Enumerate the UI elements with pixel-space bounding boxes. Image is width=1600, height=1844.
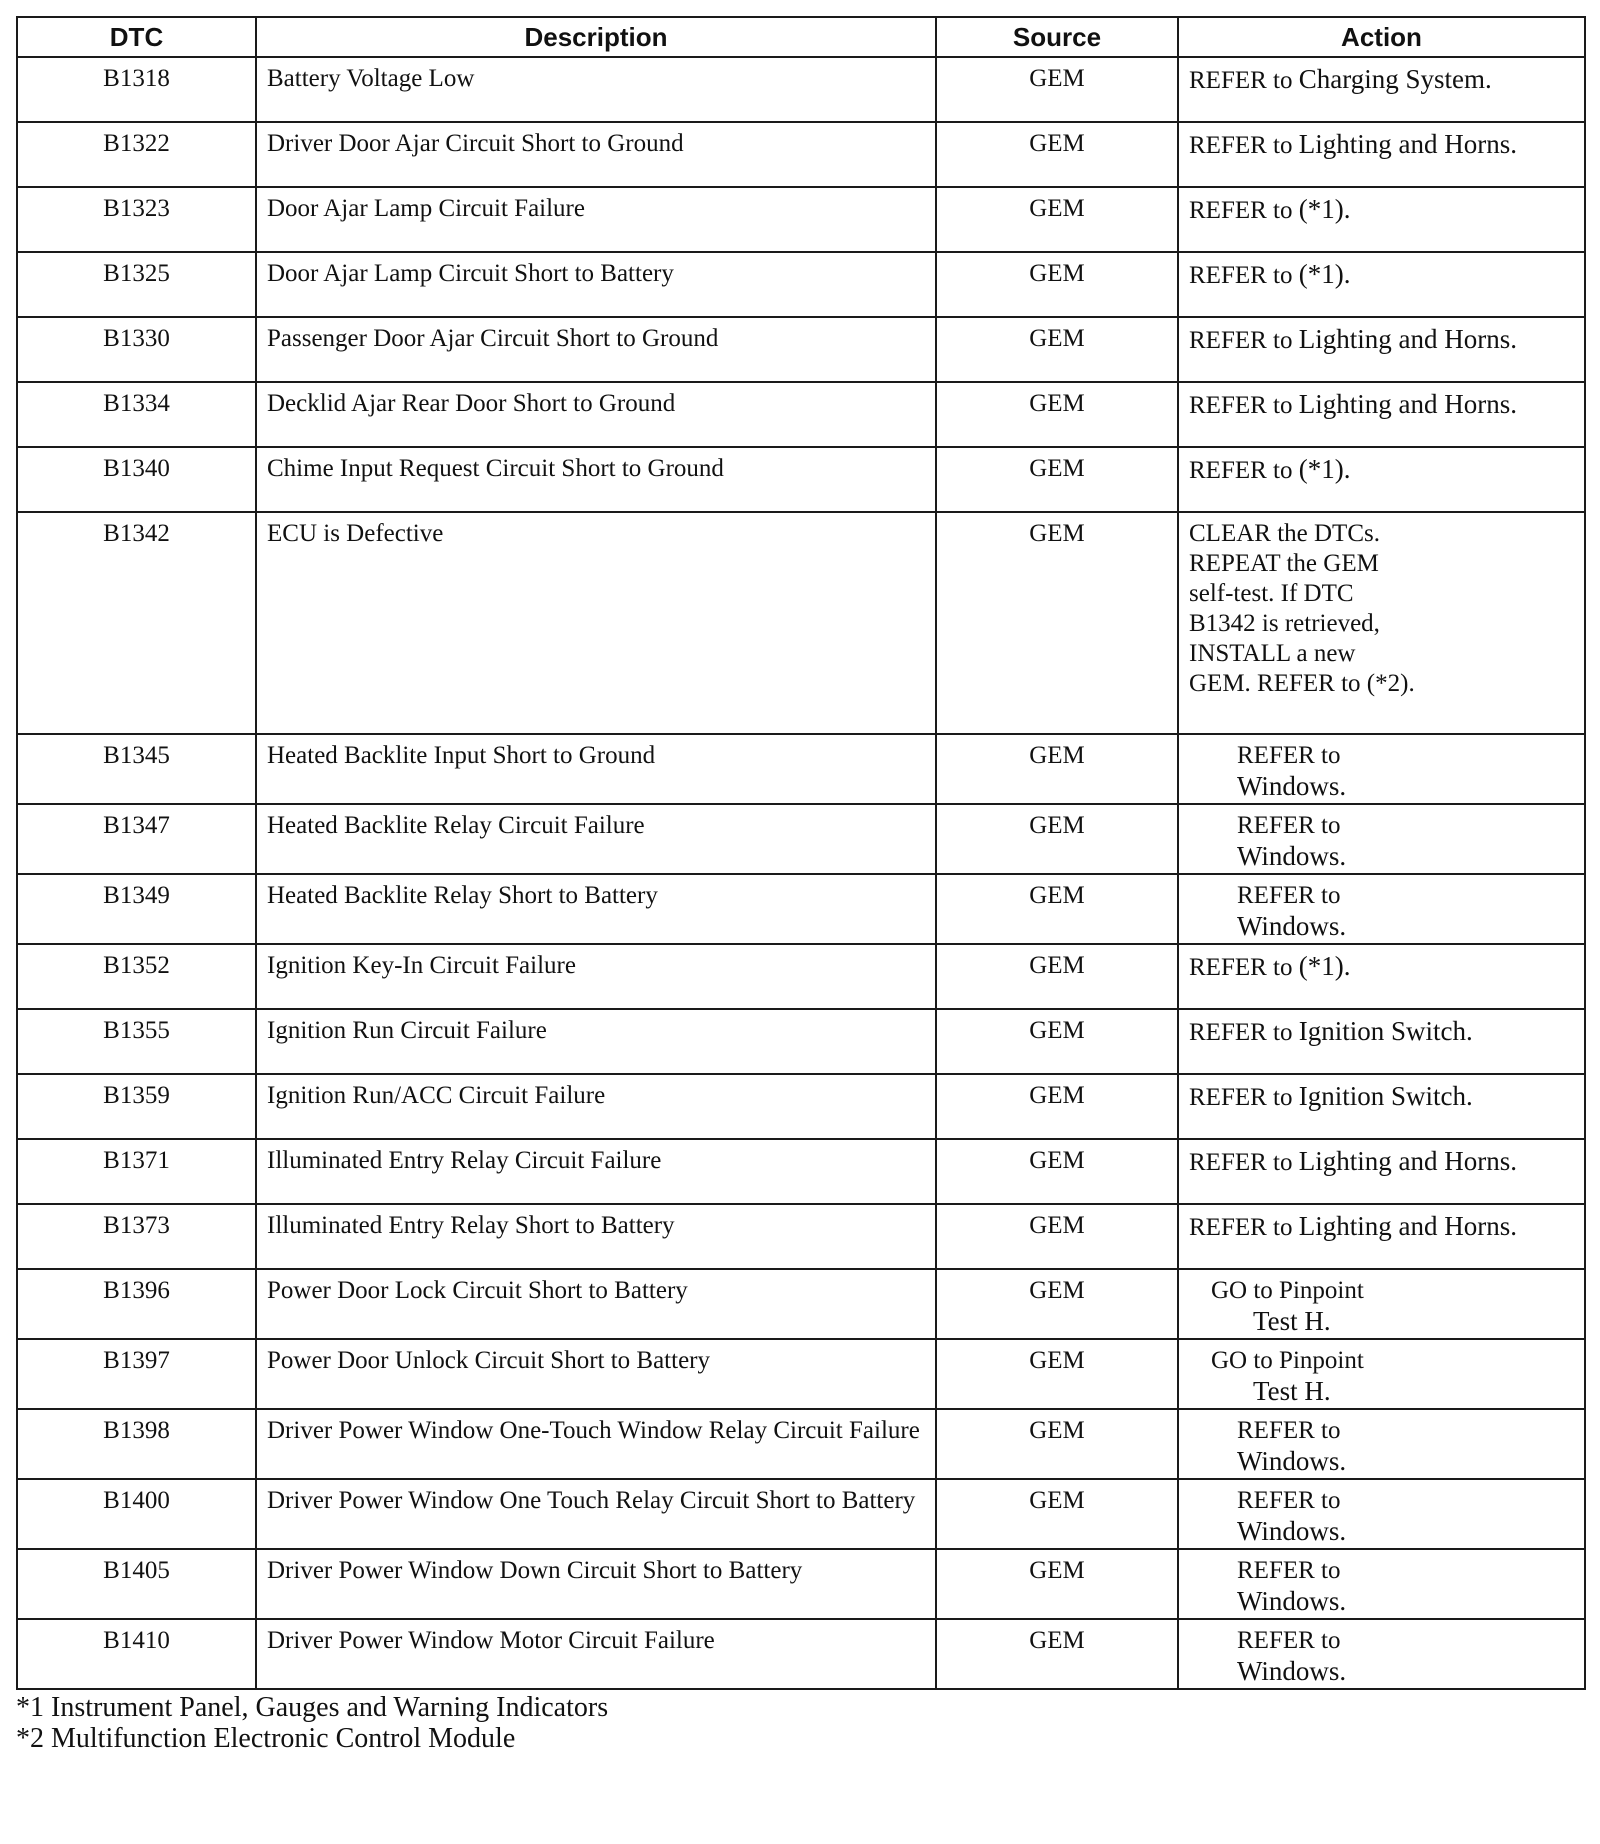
- footnotes: [16, 1692, 1584, 1754]
- dtc-description: Heated Backlite Relay Short to Battery: [256, 874, 936, 944]
- header-source: Source: [936, 17, 1178, 57]
- dtc-source: GEM: [936, 512, 1178, 734]
- dtc-description: Door Ajar Lamp Circuit Short to Battery: [256, 252, 936, 317]
- dtc-code: B1325: [17, 252, 256, 317]
- dtc-source: GEM: [936, 874, 1178, 944]
- dtc-action: [1178, 57, 1585, 122]
- dtc-code: B1400: [17, 1479, 256, 1549]
- dtc-code: B1397: [17, 1339, 256, 1409]
- table-header-row: [17, 17, 1585, 57]
- dtc-description: Passenger Door Ajar Circuit Short to Ground: [256, 317, 936, 382]
- dtc-source: GEM: [936, 1204, 1178, 1269]
- dtc-action: [1178, 317, 1585, 382]
- dtc-description: Driver Power Window Down Circuit Short to Battery: [256, 1549, 936, 1619]
- action-reference: (*1).: [1298, 259, 1351, 289]
- dtc-code: B1355: [17, 1009, 256, 1074]
- action-reference: Lighting and Horns.: [1298, 324, 1517, 354]
- footnote-2: *2 Multifunction Electronic Control Module: [16, 1723, 516, 1754]
- dtc-code: B1323: [17, 187, 256, 252]
- dtc-action: [1178, 804, 1585, 874]
- action-prefix: REFER to: [1189, 457, 1293, 484]
- dtc-code: B1349: [17, 874, 256, 944]
- dtc-action: [1178, 382, 1585, 447]
- dtc-description: Illuminated Entry Relay Circuit Failure: [256, 1139, 936, 1204]
- table-row: [17, 1339, 1585, 1409]
- dtc-description: Heated Backlite Relay Circuit Failure: [256, 804, 936, 874]
- dtc-source: GEM: [936, 252, 1178, 317]
- dtc-code: B1398: [17, 1409, 256, 1479]
- header-action: Action: [1178, 17, 1585, 57]
- dtc-source: GEM: [936, 187, 1178, 252]
- dtc-description: Power Door Unlock Circuit Short to Battery: [256, 1339, 936, 1409]
- action-reference: (*1).: [1298, 454, 1351, 484]
- dtc-code: B1322: [17, 122, 256, 187]
- table-row: [17, 1619, 1585, 1689]
- action-reference: Windows.: [1237, 771, 1347, 801]
- table-row: [17, 1139, 1585, 1204]
- dtc-source: GEM: [936, 57, 1178, 122]
- dtc-code: B1340: [17, 447, 256, 512]
- action-reference: Windows.: [1237, 841, 1347, 871]
- action-prefix: REFER to: [1189, 1084, 1293, 1111]
- action-reference: (*1).: [1298, 194, 1351, 224]
- action-prefix: REFER to: [1237, 1627, 1341, 1654]
- dtc-code: B1334: [17, 382, 256, 447]
- dtc-description: ECU is Defective: [256, 512, 936, 734]
- dtc-action: [1178, 1139, 1585, 1204]
- document-page: [16, 16, 1584, 1754]
- action-prefix: REFER to: [1189, 1149, 1293, 1176]
- table-row: [17, 804, 1585, 874]
- dtc-source: GEM: [936, 1139, 1178, 1204]
- dtc-code: B1371: [17, 1139, 256, 1204]
- dtc-source: GEM: [936, 122, 1178, 187]
- dtc-code: B1330: [17, 317, 256, 382]
- action-prefix: REFER to: [1189, 197, 1293, 224]
- dtc-action: [1178, 874, 1585, 944]
- table-row: [17, 317, 1585, 382]
- action-reference: Test H.: [1253, 1376, 1331, 1406]
- action-prefix: REFER to: [1189, 954, 1293, 981]
- table-row: [17, 1479, 1585, 1549]
- action-prefix: REFER to: [1237, 1417, 1341, 1444]
- dtc-description: Driver Power Window Motor Circuit Failure: [256, 1619, 936, 1689]
- dtc-source: GEM: [936, 1269, 1178, 1339]
- dtc-action: [1178, 1549, 1585, 1619]
- dtc-action: [1178, 252, 1585, 317]
- dtc-source: GEM: [936, 944, 1178, 1009]
- table-row: [17, 1549, 1585, 1619]
- dtc-description: Battery Voltage Low: [256, 57, 936, 122]
- dtc-source: GEM: [936, 1009, 1178, 1074]
- dtc-code: B1359: [17, 1074, 256, 1139]
- table-row: [17, 57, 1585, 122]
- action-reference: Windows.: [1237, 1656, 1347, 1686]
- dtc-action: [1178, 122, 1585, 187]
- action-prefix: REFER to: [1189, 262, 1293, 289]
- dtc-description: Ignition Run Circuit Failure: [256, 1009, 936, 1074]
- table-row: [17, 187, 1585, 252]
- dtc-source: GEM: [936, 1479, 1178, 1549]
- action-reference: Test H.: [1253, 1306, 1331, 1336]
- dtc-source: GEM: [936, 447, 1178, 512]
- dtc-source: GEM: [936, 382, 1178, 447]
- dtc-code: B1410: [17, 1619, 256, 1689]
- action-reference: Ignition Switch.: [1298, 1016, 1473, 1046]
- table-row: [17, 1204, 1585, 1269]
- table-row: [17, 382, 1585, 447]
- dtc-source: GEM: [936, 734, 1178, 804]
- dtc-code: B1342: [17, 512, 256, 734]
- action-reference: Charging System.: [1298, 64, 1492, 94]
- dtc-action: [1178, 1339, 1585, 1409]
- table-row: [17, 944, 1585, 1009]
- action-prefix: REFER to: [1189, 392, 1293, 419]
- dtc-source: GEM: [936, 1549, 1178, 1619]
- action-reference: Lighting and Horns.: [1298, 389, 1517, 419]
- dtc-action: [1178, 1204, 1585, 1269]
- action-prefix: REFER to: [1189, 1214, 1293, 1241]
- action-reference: Ignition Switch.: [1298, 1081, 1473, 1111]
- action-prefix: REFER to: [1189, 67, 1293, 94]
- dtc-action: [1178, 187, 1585, 252]
- dtc-source: GEM: [936, 1074, 1178, 1139]
- dtc-source: GEM: [936, 1619, 1178, 1689]
- action-reference: Windows.: [1237, 1516, 1347, 1546]
- action-prefix: REFER to: [1237, 812, 1341, 839]
- dtc-action: [1178, 944, 1585, 1009]
- table-row: [17, 734, 1585, 804]
- dtc-action: [1178, 1074, 1585, 1139]
- table-row: [17, 1269, 1585, 1339]
- table-row: [17, 874, 1585, 944]
- dtc-source: GEM: [936, 1339, 1178, 1409]
- dtc-description: Ignition Key-In Circuit Failure: [256, 944, 936, 1009]
- action-prefix: REFER to: [1189, 1019, 1293, 1046]
- dtc-code: B1318: [17, 57, 256, 122]
- dtc-code: B1345: [17, 734, 256, 804]
- dtc-action: [1178, 1009, 1585, 1074]
- table-row: [17, 1074, 1585, 1139]
- dtc-description: Door Ajar Lamp Circuit Failure: [256, 187, 936, 252]
- dtc-action: [1178, 1619, 1585, 1689]
- dtc-description: Driver Power Window One-Touch Window Relay Circuit Failure: [256, 1409, 936, 1479]
- action-prefix: REFER to: [1237, 882, 1341, 909]
- dtc-action: [1178, 1409, 1585, 1479]
- action-reference: (*1).: [1298, 951, 1351, 981]
- action-prefix: REFER to: [1237, 1487, 1341, 1514]
- action-reference: Windows.: [1237, 1586, 1347, 1616]
- action-reference: Lighting and Horns.: [1298, 1211, 1517, 1241]
- dtc-description: Ignition Run/ACC Circuit Failure: [256, 1074, 936, 1139]
- dtc-action: [1178, 447, 1585, 512]
- dtc-source: GEM: [936, 317, 1178, 382]
- dtc-description: Driver Power Window One Touch Relay Circuit Short to Battery: [256, 1479, 936, 1549]
- dtc-action: [1178, 512, 1585, 734]
- dtc-code: B1347: [17, 804, 256, 874]
- dtc-description: Chime Input Request Circuit Short to Ground: [256, 447, 936, 512]
- table-body: [17, 57, 1585, 1689]
- dtc-action: [1178, 1269, 1585, 1339]
- action-reference: Windows.: [1237, 911, 1347, 941]
- action-prefix: GO to Pinpoint: [1211, 1277, 1364, 1304]
- dtc-description: Heated Backlite Input Short to Ground: [256, 734, 936, 804]
- dtc-description: Driver Door Ajar Circuit Short to Ground: [256, 122, 936, 187]
- header-description: Description: [256, 17, 936, 57]
- dtc-code: B1396: [17, 1269, 256, 1339]
- action-reference: Windows.: [1237, 1446, 1347, 1476]
- footnote-1: *1 Instrument Panel, Gauges and Warning Indicators: [16, 1692, 609, 1723]
- dtc-table: [16, 16, 1586, 1690]
- action-text: CLEAR the DTCs. REPEAT the GEM self-test. If DTC B1342 is retrieved, INSTALL a new GEM. REFER to (*2).: [1189, 520, 1415, 697]
- action-prefix: REFER to: [1189, 132, 1293, 159]
- header-dtc: DTC: [17, 17, 256, 57]
- table-row: [17, 447, 1585, 512]
- dtc-description: Illuminated Entry Relay Short to Battery: [256, 1204, 936, 1269]
- action-prefix: REFER to: [1189, 327, 1293, 354]
- dtc-action: [1178, 1479, 1585, 1549]
- dtc-code: B1352: [17, 944, 256, 1009]
- table-row: [17, 1009, 1585, 1074]
- action-prefix: GO to Pinpoint: [1211, 1347, 1364, 1374]
- dtc-description: Decklid Ajar Rear Door Short to Ground: [256, 382, 936, 447]
- table-row: [17, 252, 1585, 317]
- dtc-source: GEM: [936, 804, 1178, 874]
- dtc-code: B1405: [17, 1549, 256, 1619]
- table-row: [17, 512, 1585, 734]
- table-row: [17, 122, 1585, 187]
- action-reference: Lighting and Horns.: [1298, 1146, 1517, 1176]
- dtc-code: B1373: [17, 1204, 256, 1269]
- dtc-source: GEM: [936, 1409, 1178, 1479]
- action-prefix: REFER to: [1237, 1557, 1341, 1584]
- action-reference: Lighting and Horns.: [1298, 129, 1517, 159]
- dtc-description: Power Door Lock Circuit Short to Battery: [256, 1269, 936, 1339]
- dtc-action: [1178, 734, 1585, 804]
- table-row: [17, 1409, 1585, 1479]
- action-prefix: REFER to: [1237, 742, 1341, 769]
